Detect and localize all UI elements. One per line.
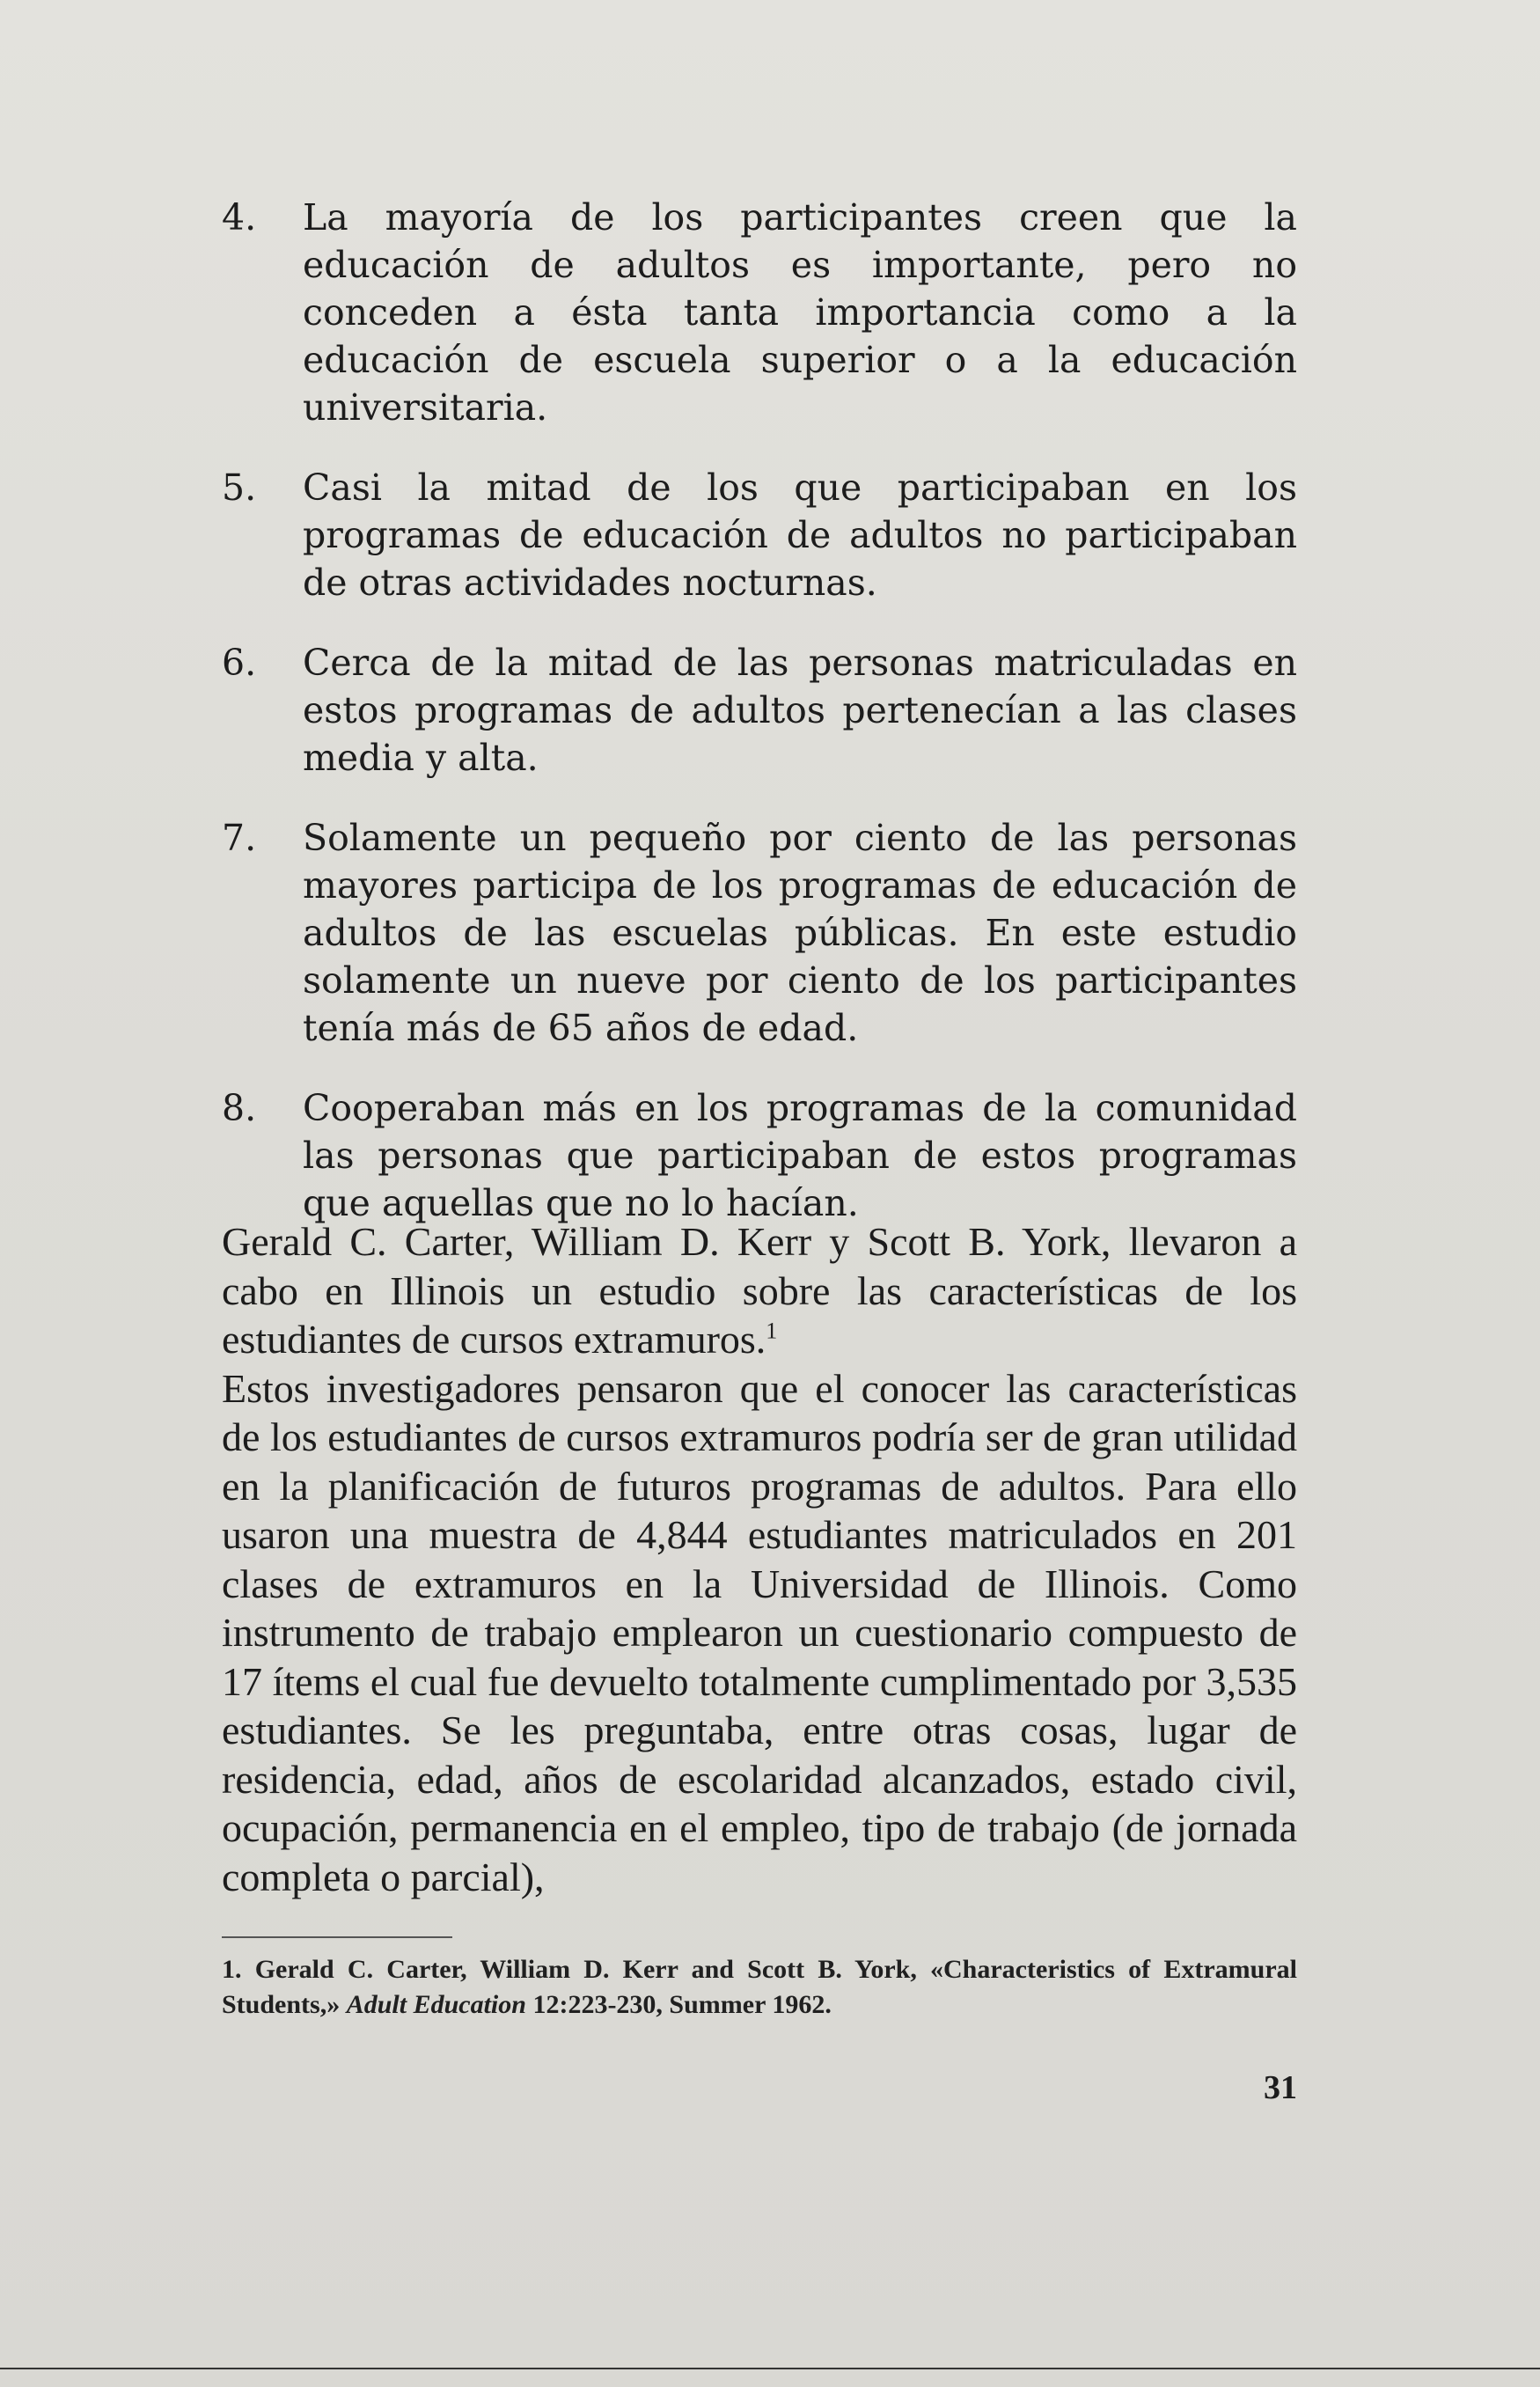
footnote-journal: Adult Education (346, 1990, 526, 2019)
footnote-reference: 1 (766, 1318, 778, 1344)
item-text: La mayoría de los participantes creen que la educación de adultos es importante, pero no conceden a ésta tanta importancia como a la educación de escuela superior o a la educación universitaria. (303, 196, 1297, 429)
paragraph-carter-study (222, 1217, 1297, 1364)
item-number: 5. (222, 466, 257, 509)
paragraph-text: Gerald C. Carter, William D. Kerr y Scott B. York, llevaron a cabo en Illinois un estudio sobre las características de los estudiantes de cursos extramuros. (222, 1219, 1297, 1362)
findings-list (222, 194, 1297, 1260)
item-text: Casi la mitad de los que participaban en los programas de educación de adultos no participaban de otras actividades nocturnas. (303, 466, 1297, 604)
footnote-divider (222, 1936, 452, 1938)
footnote-text: 1. Gerald C. Carter, William D. Kerr and Scott B. York, «Characteristics of Extramural Students,» (222, 1955, 1297, 2019)
item-text: Cooperaban más en los programas de la comunidad las personas que participaban de estos programas que aquellas que no lo hacían. (303, 1087, 1297, 1224)
item-text: Cerca de la mitad de las personas matriculadas en estos programas de adultos pertenecían a las clases media y alta. (303, 642, 1297, 779)
list-item (222, 1084, 1297, 1227)
item-number: 7. (222, 817, 257, 859)
footnote-citation: 12:223-230, Summer 1962. (525, 1990, 832, 2019)
footnote (222, 1952, 1297, 2023)
item-number: 6. (222, 642, 257, 684)
scan-edge-line (0, 2368, 1540, 2369)
item-number: 8. (222, 1087, 257, 1129)
body-text (222, 1217, 1297, 1901)
list-item (222, 814, 1297, 1052)
list-item (222, 639, 1297, 782)
item-number: 4. (222, 196, 257, 239)
list-item (222, 194, 1297, 431)
list-item (222, 464, 1297, 606)
item-text: Solamente un pequeño por ciento de las personas mayores participa de los programas de educación de adultos de las escuelas públicas. En este estudio solamente un nueve por ciento de los participantes tenía más de 65 años de edad. (303, 817, 1297, 1049)
page-number: 31 (1264, 2069, 1297, 2106)
paragraph-investigators: Estos investigadores pensaron que el conocer las características de los estudiantes de cursos extramuros podría ser de gran utilidad en la planificación de futuros programas de adultos. Para ello usaron una muestra de 4,844 estudiantes matriculados en 201 clases de extramuros en la Universidad de Illinois. Como instrumento de trabajo emplearon un cuestionario compuesto de 17 ítems el cual fue devuelto totalmente cumplimentado por 3,535 estudiantes. Se les preguntaba, entre otras cosas, lugar de residencia, edad, años de escolaridad alcanzados, estado civil, ocupación, permanencia en el empleo, tipo de trabajo (de jornada completa o parcial), (222, 1365, 1297, 1899)
